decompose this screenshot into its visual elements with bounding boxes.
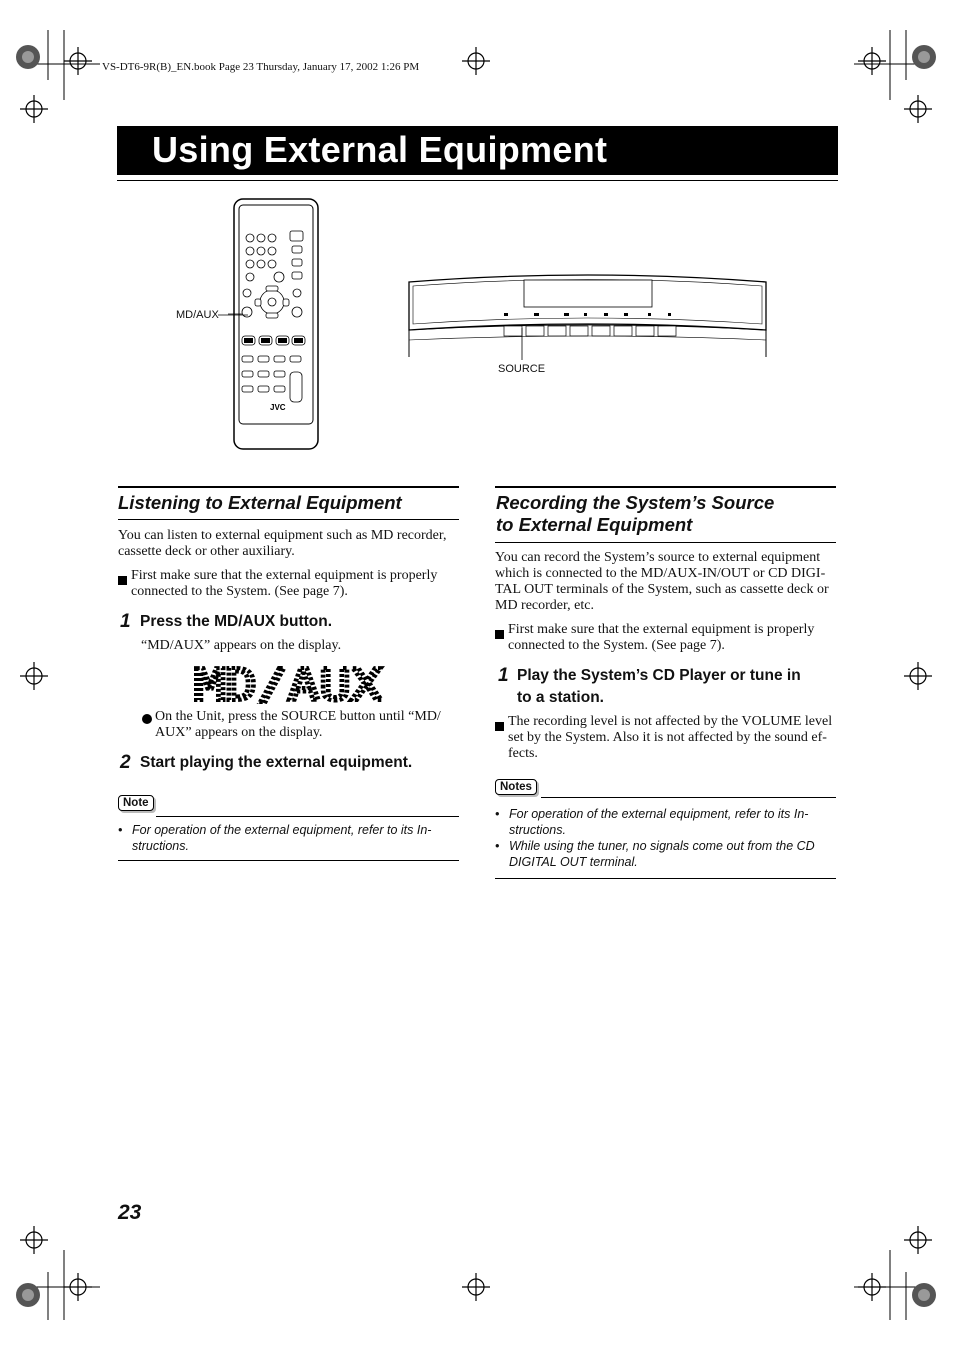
notes-badge: Notes xyxy=(495,779,537,795)
source-callout: SOURCE xyxy=(498,363,546,375)
page-number: 23 xyxy=(118,1201,142,1224)
left-section-top-rule xyxy=(118,486,459,488)
print-header: VS-DT6-9R(B)_EN.book Page 23 Thursday, January 17, 2002 1:26 PM xyxy=(102,61,420,73)
left-step-1-text: Press the MD/AUX button. xyxy=(140,613,333,630)
left-unit-tip xyxy=(155,709,465,741)
right-info-line-2: set by the System. Also it is not affected by the sound ef- xyxy=(508,730,827,745)
left-intro-line-2: cassette deck or other auxiliary. xyxy=(118,544,295,559)
left-step-1-result: “MD/AUX” appears on the display. xyxy=(141,638,342,653)
left-note: • For operation of the external equipment, refer to its In- structions. xyxy=(118,822,463,854)
right-bullet-text xyxy=(508,622,843,654)
left-bullet-line-1: First make sure that the external equipment is properly xyxy=(131,568,438,583)
right-step-1-text xyxy=(517,665,842,709)
note-rule-bottom xyxy=(118,860,459,861)
right-title-line-1: Recording the System’s Source xyxy=(496,492,775,513)
right-step-1-number: 1 xyxy=(498,665,509,686)
right-note-2-line-2: DIGITAL OUT terminal. xyxy=(509,855,638,869)
right-step-1-line-1: Play the System’s CD Player or tune in xyxy=(517,667,801,684)
left-bullet-text xyxy=(131,568,466,600)
right-intro xyxy=(495,550,840,614)
note-badge: Note xyxy=(118,795,154,811)
right-note-2-line-1: While using the tuner, no signals come out from the CD xyxy=(509,839,815,853)
remote-control-illustration xyxy=(228,196,324,452)
right-intro-line-2: which is connected to the MD/AUX-IN/OUT or CD DIGI- xyxy=(495,566,826,581)
right-info-line-3: fects. xyxy=(508,746,538,761)
left-bullet-square xyxy=(118,572,127,590)
left-intro-line-1: You can listen to external equipment such as MD recorder, xyxy=(118,528,447,543)
right-note-1-line-2: structions. xyxy=(509,823,566,837)
left-section-rule xyxy=(118,519,459,520)
notes-rule-top xyxy=(541,797,836,798)
notes-rule-bottom xyxy=(495,878,836,879)
right-section-top-rule xyxy=(495,486,836,488)
right-section-rule xyxy=(495,542,836,543)
right-bullet-line-1: First make sure that the external equipment is properly xyxy=(508,622,815,637)
right-notes: • For operation of the external equipment, refer to its In- structions. • While using the tuner, no signals come out from the CD DIGITAL OUT terminal. xyxy=(495,806,840,870)
left-step-2-text: Start playing the external equipment. xyxy=(140,754,413,771)
left-step-1-number: 1 xyxy=(120,611,131,632)
right-section-title xyxy=(496,492,841,536)
display-md-aux xyxy=(194,662,388,704)
right-info-square xyxy=(495,718,504,736)
note-rule-top xyxy=(156,816,459,817)
right-info-line-1: The recording level is not affected by the VOLUME level xyxy=(508,714,833,729)
left-unit-tip-line-2: AUX” appears on the display. xyxy=(155,725,323,740)
remote-brand-logo: JVC xyxy=(270,403,286,412)
right-title-line-2: to External Equipment xyxy=(496,514,693,535)
left-tip-bullet xyxy=(142,711,152,729)
left-step-2-number: 2 xyxy=(120,752,131,773)
right-bullet-line-2: connected to the System. (See page 7). xyxy=(508,638,725,653)
md-aux-callout: MD/AUX xyxy=(176,309,219,321)
md-aux-leader xyxy=(218,313,248,317)
right-bullet-square xyxy=(495,626,504,644)
right-intro-line-3: TAL OUT terminals of the System, such as cassette deck or xyxy=(495,582,829,597)
display-md-aux-text: MD/AUX xyxy=(194,662,383,704)
right-intro-line-1: You can record the System’s source to external equipment xyxy=(495,550,821,565)
left-intro xyxy=(118,528,463,560)
page-title: Using External Equipment xyxy=(152,129,608,170)
right-step-1-line-2: to a station. xyxy=(517,689,604,706)
right-intro-line-4: MD recorder, etc. xyxy=(495,598,594,613)
right-info-text xyxy=(508,714,843,762)
left-note-line-2: structions. xyxy=(132,839,189,853)
left-bullet-line-2: connected to the System. (See page 7). xyxy=(131,584,348,599)
right-note-1-line-1: For operation of the external equipment, refer to its In- xyxy=(509,807,809,821)
title-rule xyxy=(117,180,838,181)
left-unit-tip-line-1: On the Unit, press the SOURCE button until “MD/ xyxy=(155,709,441,724)
left-note-line-1: For operation of the external equipment, refer to its In- xyxy=(132,823,432,837)
main-unit-illustration xyxy=(404,262,772,362)
left-section-title: Listening to External Equipment xyxy=(118,492,402,513)
